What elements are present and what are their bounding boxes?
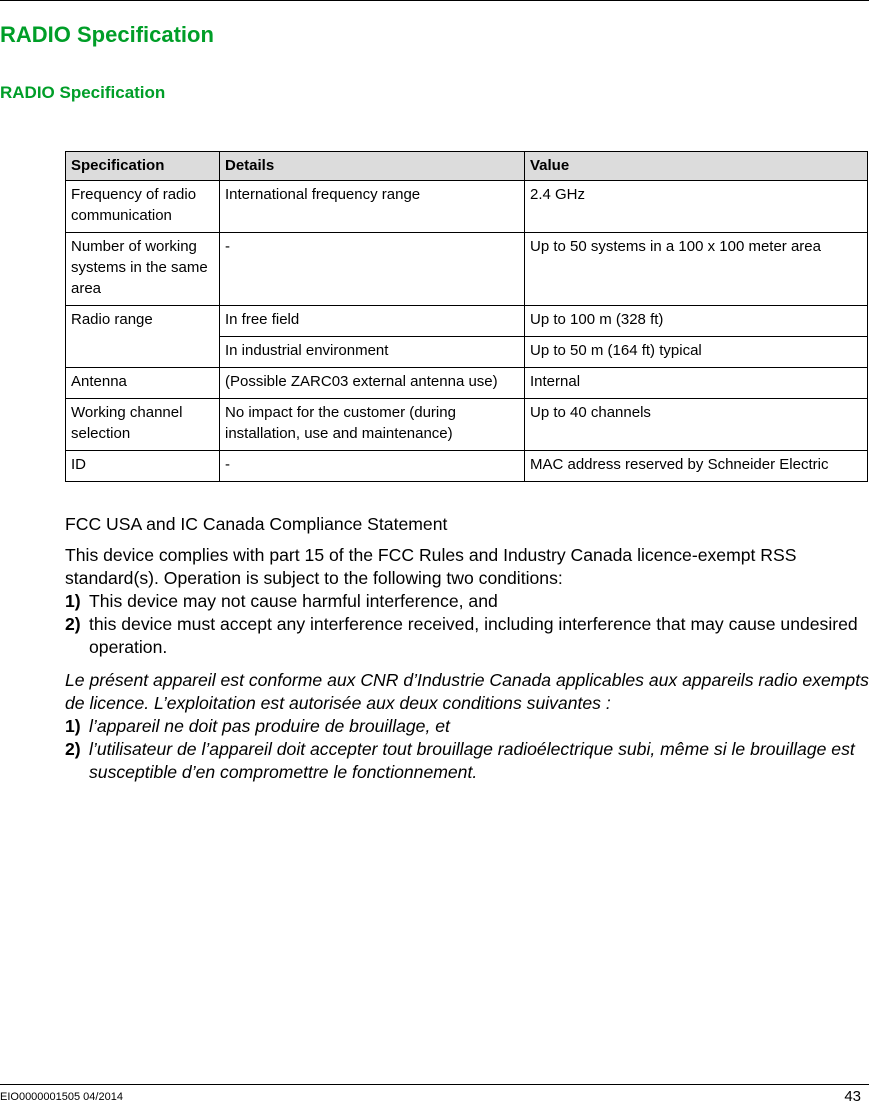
cell-details: -: [220, 451, 525, 482]
cell-details: -: [220, 233, 525, 306]
cell-value: Up to 40 channels: [525, 399, 868, 451]
list-item: [65, 590, 869, 613]
cell-value: Up to 50 m (164 ft) typical: [525, 337, 868, 368]
list-item: [65, 613, 869, 659]
table-header-row: [66, 152, 868, 181]
table-row: [66, 181, 868, 233]
cell-details: In free field: [220, 306, 525, 337]
table-row: [66, 368, 868, 399]
document-code: EIO0000001505 04/2014: [0, 1091, 123, 1103]
cell-spec: Frequency of radio communication: [66, 181, 220, 233]
column-header-value: Value: [525, 152, 868, 181]
table-row: [66, 399, 868, 451]
cell-value: 2.4 GHz: [525, 181, 868, 233]
column-header-specification: Specification: [66, 152, 220, 181]
english-statement: This device complies with part 15 of the FCC Rules and Industry Canada licence-exempt RSS standard(s). Operation is subject to the following two conditions:: [65, 545, 797, 588]
table-row: [66, 233, 868, 306]
list-item: [65, 738, 869, 784]
cell-spec: Working channel selection: [66, 399, 220, 451]
page-number: 43: [844, 1088, 861, 1105]
list-text: this device must accept any interference received, including interference that may cause undesired operation.: [89, 614, 858, 657]
cell-spec: Antenna: [66, 368, 220, 399]
cell-value: Up to 50 systems in a 100 x 100 meter area: [525, 233, 868, 306]
cell-details: (Possible ZARC03 external antenna use): [220, 368, 525, 399]
list-number: 2): [65, 739, 81, 759]
compliance-heading: FCC USA and IC Canada Compliance Statement: [65, 514, 448, 534]
page-title: RADIO Specification: [0, 22, 214, 47]
english-conditions-list: [65, 590, 869, 659]
table-row: [66, 306, 868, 337]
compliance-section: [65, 513, 869, 794]
french-conditions-list: [65, 715, 869, 784]
list-number: 1): [65, 591, 81, 611]
cell-value: MAC address reserved by Schneider Electric: [525, 451, 868, 482]
list-number: 2): [65, 614, 81, 634]
cell-details: No impact for the customer (during installation, use and maintenance): [220, 399, 525, 451]
radio-spec-table: [65, 151, 868, 482]
list-item: [65, 715, 869, 738]
french-statement: Le présent appareil est conforme aux CNR d’Industrie Canada applicables aux appareils radio exempts de licence. L’exploitation est autorisée aux deux conditions suivantes :: [65, 670, 869, 713]
cell-value: Internal: [525, 368, 868, 399]
footer-rule: [0, 1084, 869, 1085]
top-rule: [0, 0, 869, 1]
cell-details: International frequency range: [220, 181, 525, 233]
table-row: [66, 451, 868, 482]
cell-value: Up to 100 m (328 ft): [525, 306, 868, 337]
cell-details: In industrial environment: [220, 337, 525, 368]
list-text: This device may not cause harmful interference, and: [89, 591, 498, 611]
cell-spec: ID: [66, 451, 220, 482]
cell-spec: Number of working systems in the same area: [66, 233, 220, 306]
cell-spec: Radio range: [66, 306, 220, 368]
list-number: 1): [65, 716, 81, 736]
list-text: l’utilisateur de l’appareil doit accepter tout brouillage radioélectrique subi, même si le brouillage est susceptible d’en compromettre le fonctionnement.: [89, 739, 855, 782]
column-header-details: Details: [220, 152, 525, 181]
section-title: RADIO Specification: [0, 83, 166, 102]
list-text: l’appareil ne doit pas produire de brouillage, et: [89, 716, 450, 736]
